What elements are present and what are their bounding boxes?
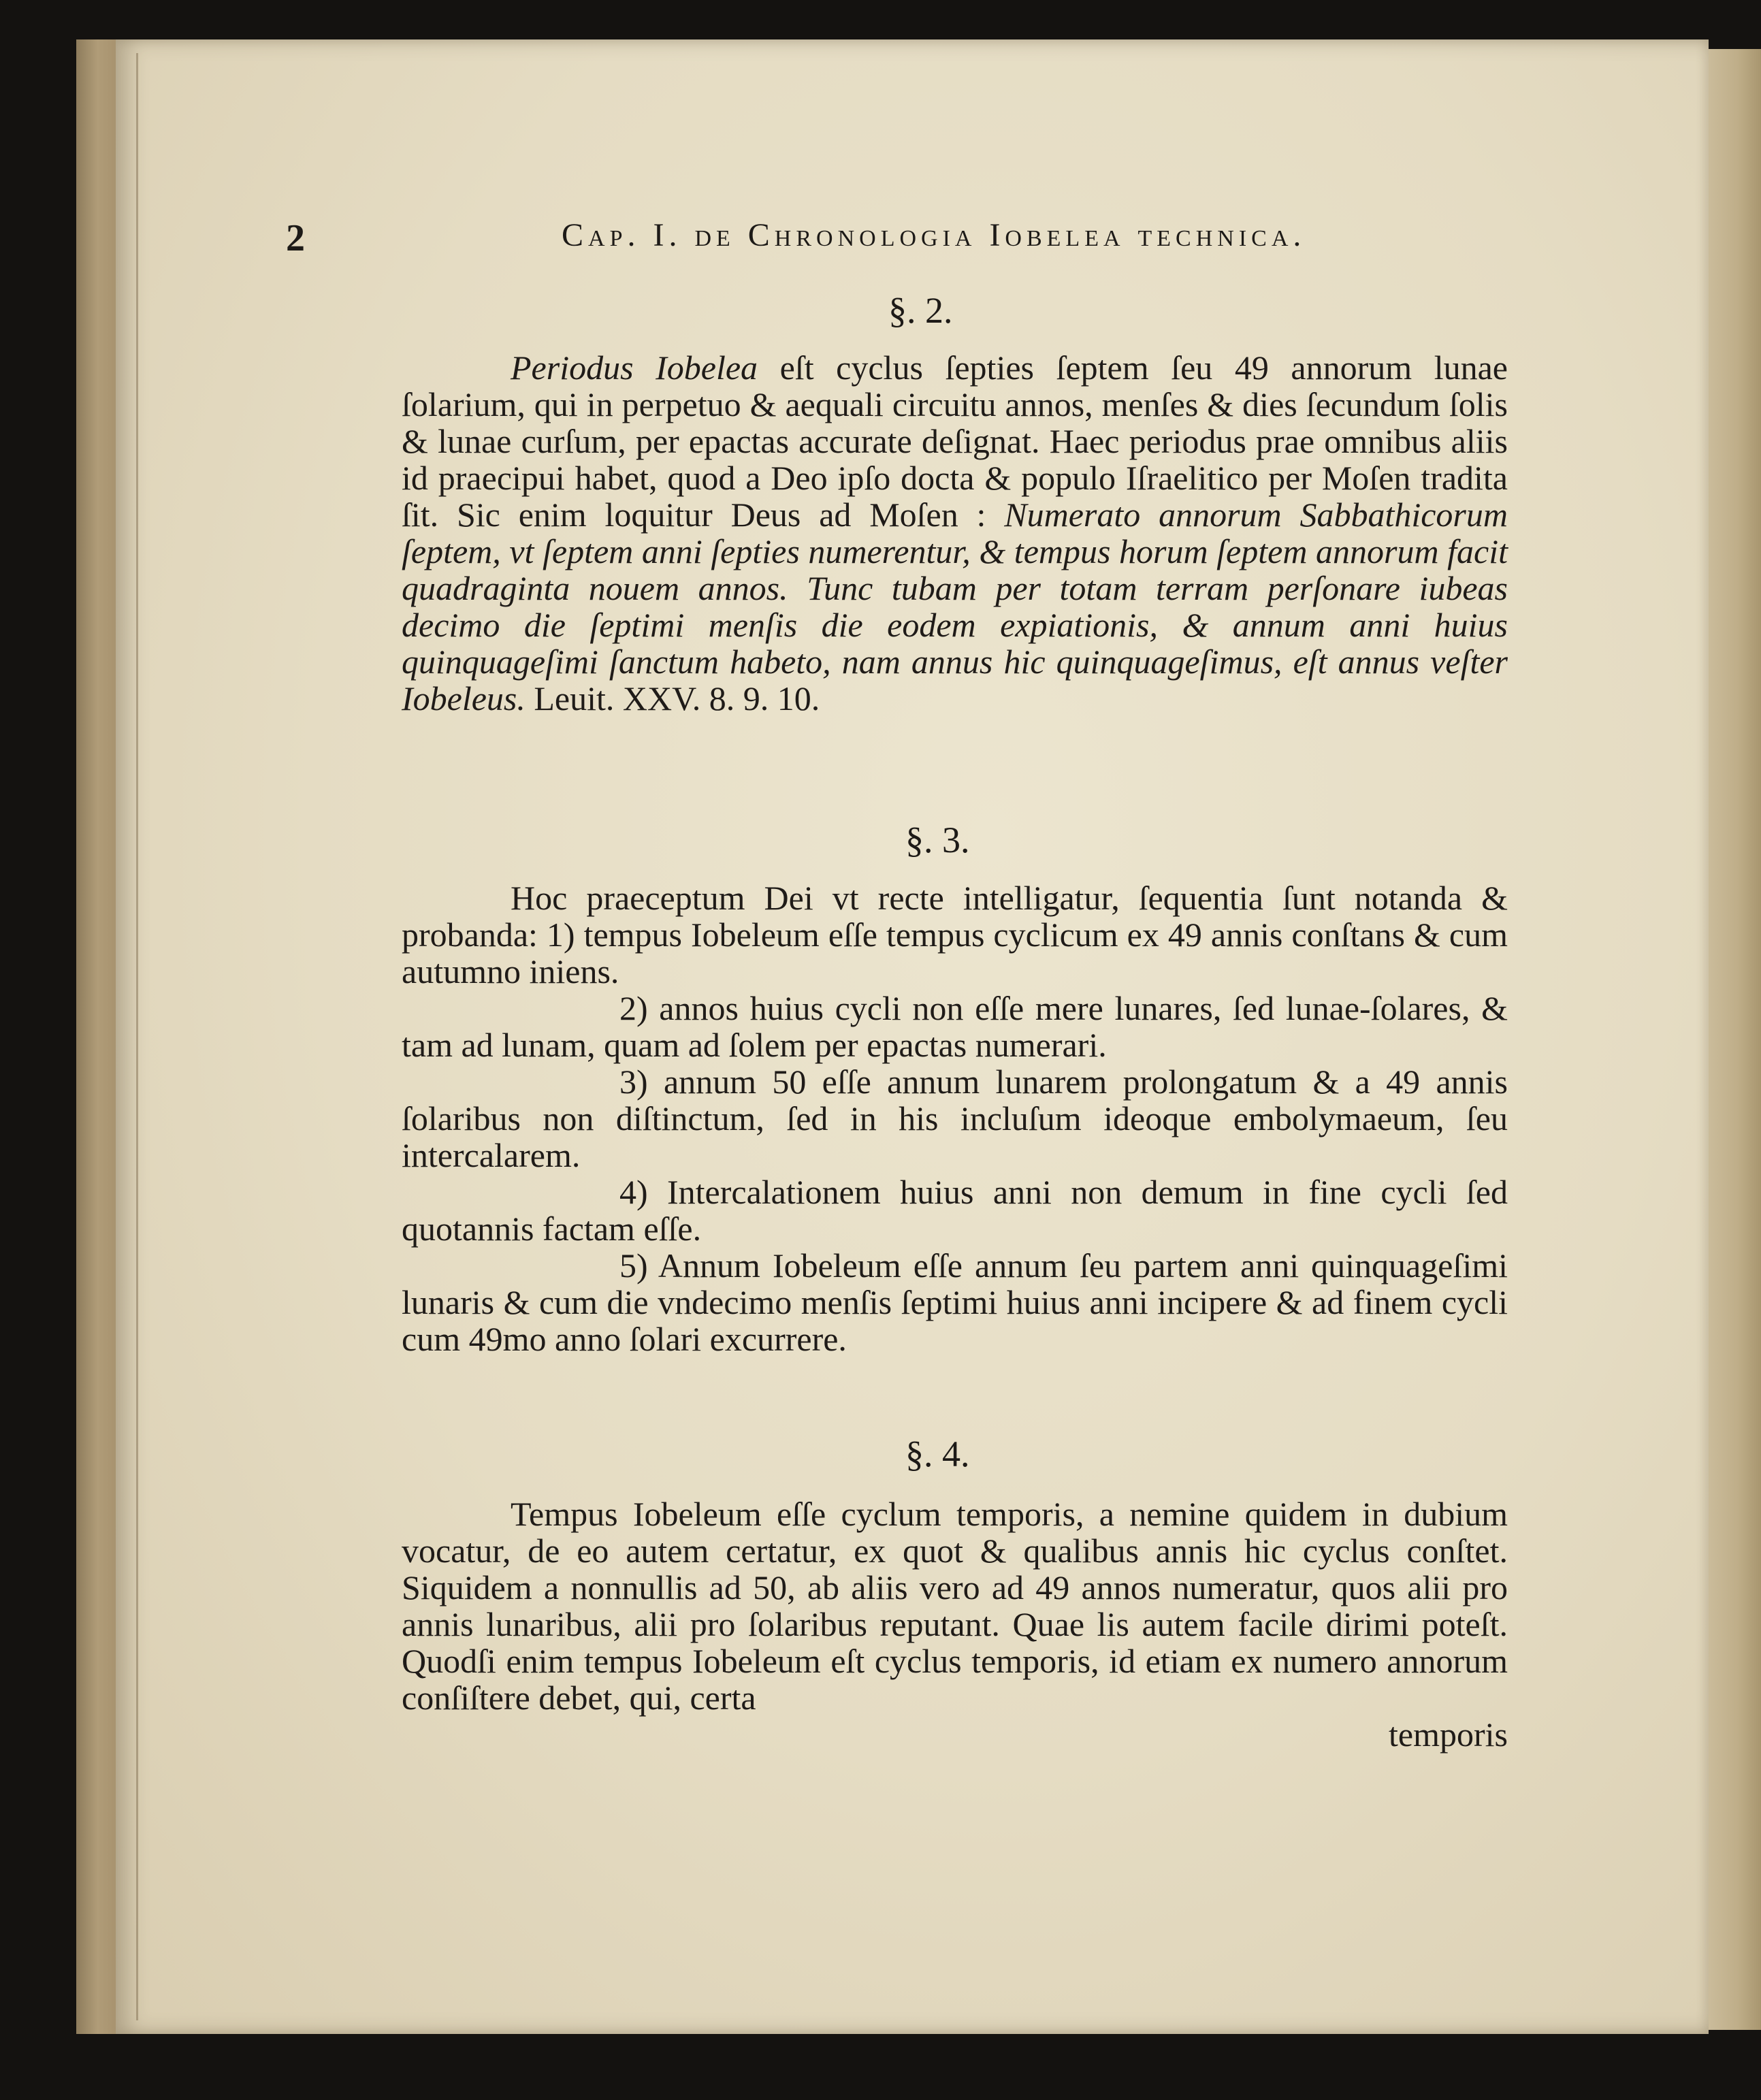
chapter-title: Cap. I. de Chronologia Iobelea technica. bbox=[562, 217, 1306, 253]
term-periodus-iobelea: Periodus Iobelea bbox=[511, 349, 758, 387]
list-item: 2) annos huius cycli non eſſe mere lunares, ſed lunae-ſolares, & tam ad lunam, quam ad ſolem per epactas numerari. bbox=[402, 989, 1508, 1064]
list-item: 5) Annum Iobeleum eſſe annum ſeu partem anni quinquageſimi lunaris & cum die vndecimo menſis ſeptimi huius anni incipere & ad finem cycli cum 49mo anno ſolari excurrere. bbox=[402, 1246, 1508, 1358]
section-3-text bbox=[402, 879, 1508, 1357]
list-item: 4) Intercalationem huius anni non demum in fine cycli ſed quotannis factam eſſe. bbox=[402, 1173, 1508, 1248]
list-item: 3) annum 50 eſſe annum lunarem prolongatum & a 49 annis ſolaribus non diſtinctum, ſed in his incluſum ideoque embolymaeum, ſeu intercalarem. bbox=[402, 1063, 1508, 1174]
section-2-text bbox=[402, 349, 1508, 717]
section-mark-4: §. 4. bbox=[905, 1434, 970, 1474]
page-number: 2 bbox=[286, 217, 305, 259]
section-4-text bbox=[402, 1496, 1508, 1753]
catchword: temporis bbox=[1389, 1715, 1508, 1754]
page-edge-line bbox=[136, 53, 138, 2020]
section-mark-3: §. 3. bbox=[905, 820, 970, 860]
scripture-quote: Numerato annorum Sabbathicorum ſeptem, vt ſeptem anni ſepties numerentur, & tempus horum ſeptem annorum facit quadraginta nouem annos. Tunc tubam per totam terram perſonare iubeas decimo die ſeptimi menſis die eodem expiationis, & annum anni huius quinquageſimi ſanctum habeto, nam annus hic quinquageſimus, eſt annus veſter Iobeleus. bbox=[402, 496, 1508, 717]
facing-page-edge bbox=[1702, 49, 1761, 2030]
section-2-body: eſt cyclus ſepties ſeptem ſeu 49 annorum lunae ſolarium, qui in perpetuo & aequali circuitu annos, menſes & dies ſecundum ſolis & lunae curſum, per epactas accurate deſignat. Haec periodus prae omnibus aliis id praecipui habet, quod a Deo ipſo docta & populo Iſraelitico per Moſen tradita ſit. Sic enim loquitur Deus ad Moſen : bbox=[402, 349, 1508, 534]
section-2-paragraph bbox=[402, 349, 1508, 717]
section-mark-2: §. 2. bbox=[888, 290, 953, 331]
scripture-reference: Leuit. XXV. 8. 9. 10. bbox=[525, 679, 820, 717]
running-head bbox=[286, 216, 1634, 264]
section-3-intro: Hoc praeceptum Dei vt recte intelligatur, ſequentia ſunt notanda & probanda: 1) tempus Iobeleum eſſe tempus cyclicum ex 49 annis conſtans & cum autumno iniens. bbox=[402, 879, 1508, 990]
section-4-paragraph: Tempus Iobeleum eſſe cyclum temporis, a nemine quidem in dubium vocatur, de eo autem certatur, ex quot & qualibus annis hic cyclus conſtet. Siquidem a nonnullis ad 50, ab aliis vero ad 49 annos numeratur, quos alii pro annis lunaribus, alii pro ſolaribus reputant. Quae lis autem facile dirimi poteſt. Quodſi enim tempus Iobeleum eſt cyclus temporis, id etiam ex numero annorum conſiſtere debet, qui, certa bbox=[402, 1495, 1508, 1717]
